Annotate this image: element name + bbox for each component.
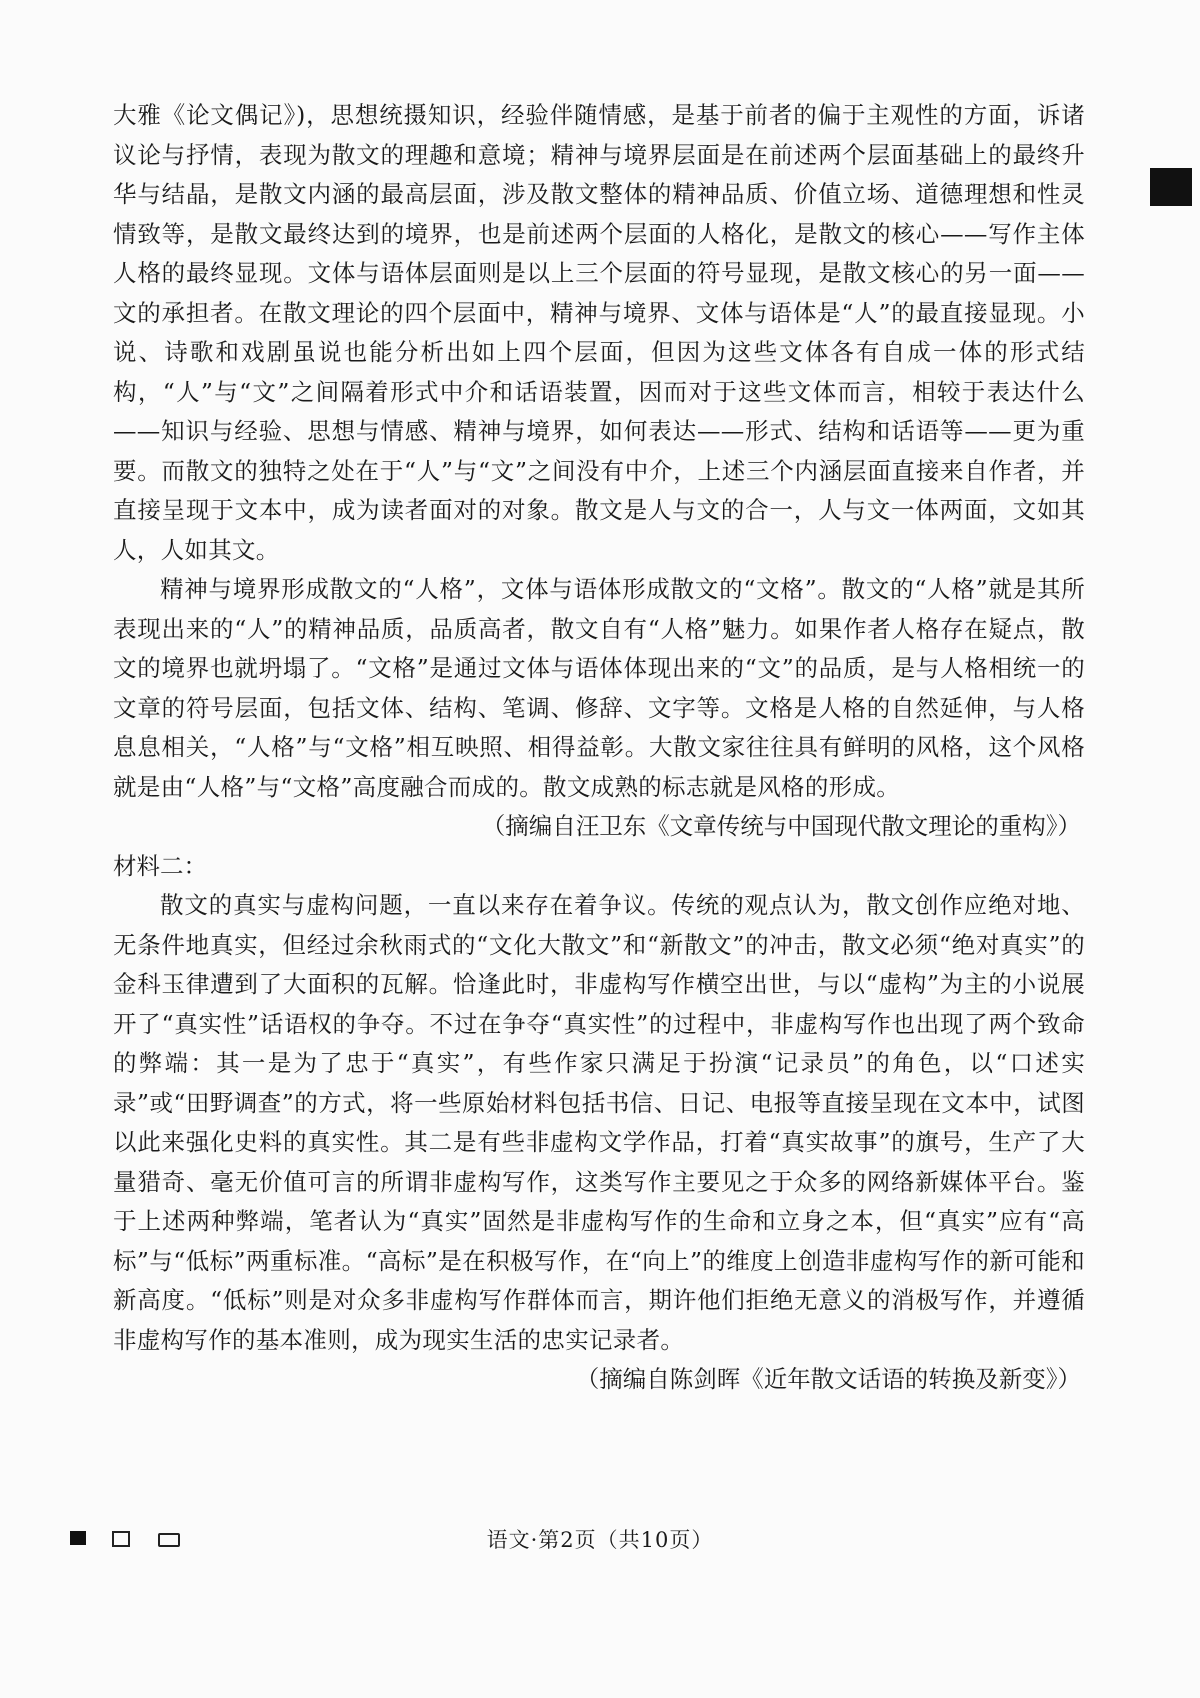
page-edge-marker — [1150, 168, 1192, 206]
paragraph-1: 大雅《论文偶记》)，思想统摄知识，经验伴随情感，是基于前者的偏于主观性的方面，诉诸议论与抒情，表现为散文的理趣和意境；精神与境界层面是在前述两个层面基础上的最终升华与结晶，是散文内涵的最高层面，涉及散文整体的精神品质、价值立场、道德理想和性灵情致等，是散文最终达到的境界，也是前述两个层面的人格化，是散文的核心——写作主体人格的最终显现。文体与语体层面则是以上三个层面的符号显现，是散文核心的另一面——文的承担者。在散文理论的四个层面中，精神与境界、文体与语体是“人”的最直接显现。小说、诗歌和戏剧虽说也能分析出如上四个层面，但因为这些文体各有自成一体的形式结构，“人”与“文”之间隔着形式中介和话语装置，因而对于这些文体而言，相较于表达什么——知识与经验、思想与情感、精神与境界，如何表达——形式、结构和话语等——更为重要。而散文的独特之处在于“人”与“文”之间没有中介，上述三个内涵层面直接来自作者，并直接呈现于文本中，成为读者面对的对象。散文是人与文的合一，人与文一体两面，文如其人，人如其文。 — [113, 101, 1085, 564]
material-2-label: 材料二： — [113, 851, 207, 880]
page-footer — [0, 1525, 1200, 1565]
paragraph-2: 精神与境界形成散文的“人格”，文体与语体形成散文的“文格”。散文的“人格”就是其所表现出来的“人”的精神品质，品质高者，散文自有“人格”魅力。如果作者人格存在疑点，散文的境界也就坍塌了。“文格”是通过文体与语体体现出来的“文”的品质，是与人格相统一的文章的符号层面，包括文体、结构、笔调、修辞、文字等。文格是人格的自然延伸，与人格息息相关，“人格”与“文格”相互映照、相得益彰。大散文家往往具有鲜明的风格，这个风格就是由“人格”与“文格”高度融合而成的。散文成熟的标志就是风格的形成。 — [113, 575, 1085, 801]
page-content — [113, 96, 1085, 1400]
page-number: 语文·第2页（共10页） — [486, 1528, 714, 1552]
citation-1: （摘编自汪卫东《文章传统与中国现代散文理论的重构》） — [481, 812, 1081, 840]
paragraph-3: 散文的真实与虚构问题，一直以来存在着争议。传统的观点认为，散文创作应绝对地、无条件地真实，但经过余秋雨式的“文化大散文”和“新散文”的冲击，散文必须“绝对真实”的金科玉律遭到了大面积的瓦解。恰逢此时，非虚构写作横空出世，与以“虚构”为主的小说展开了“真实性”话语权的争夺。不过在争夺“真实性”的过程中，非虚构写作也出现了两个致命的弊端：其一是为了忠于“真实”，有些作家只满足于扮演“记录员”的角色，以“口述实录”或“田野调查”的方式，将一些原始材料包括书信、日记、电报等直接呈现在文本中，试图以此来强化史料的真实性。其二是有些非虚构文学作品，打着“真实故事”的旗号，生产了大量猎奇、毫无价值可言的所谓非虚构写作，这类写作主要见之于众多的网络新媒体平台。鉴于上述两种弊端，笔者认为“真实”固然是非虚构写作的生命和立身之本，但“真实”应有“高标”与“低标”两重标准。“高标”是在积极写作，在“向上”的维度上创造非虚构写作的新可能和新高度。“低标”则是对众多非虚构写作群体而言，期许他们拒绝无意义的消极写作，并遵循非虚构写作的基本准则，成为现实生活的忠实记录者。 — [113, 891, 1085, 1354]
citation-2: （摘编自陈剑晖《近年散文话语的转换及新变》） — [575, 1365, 1081, 1393]
